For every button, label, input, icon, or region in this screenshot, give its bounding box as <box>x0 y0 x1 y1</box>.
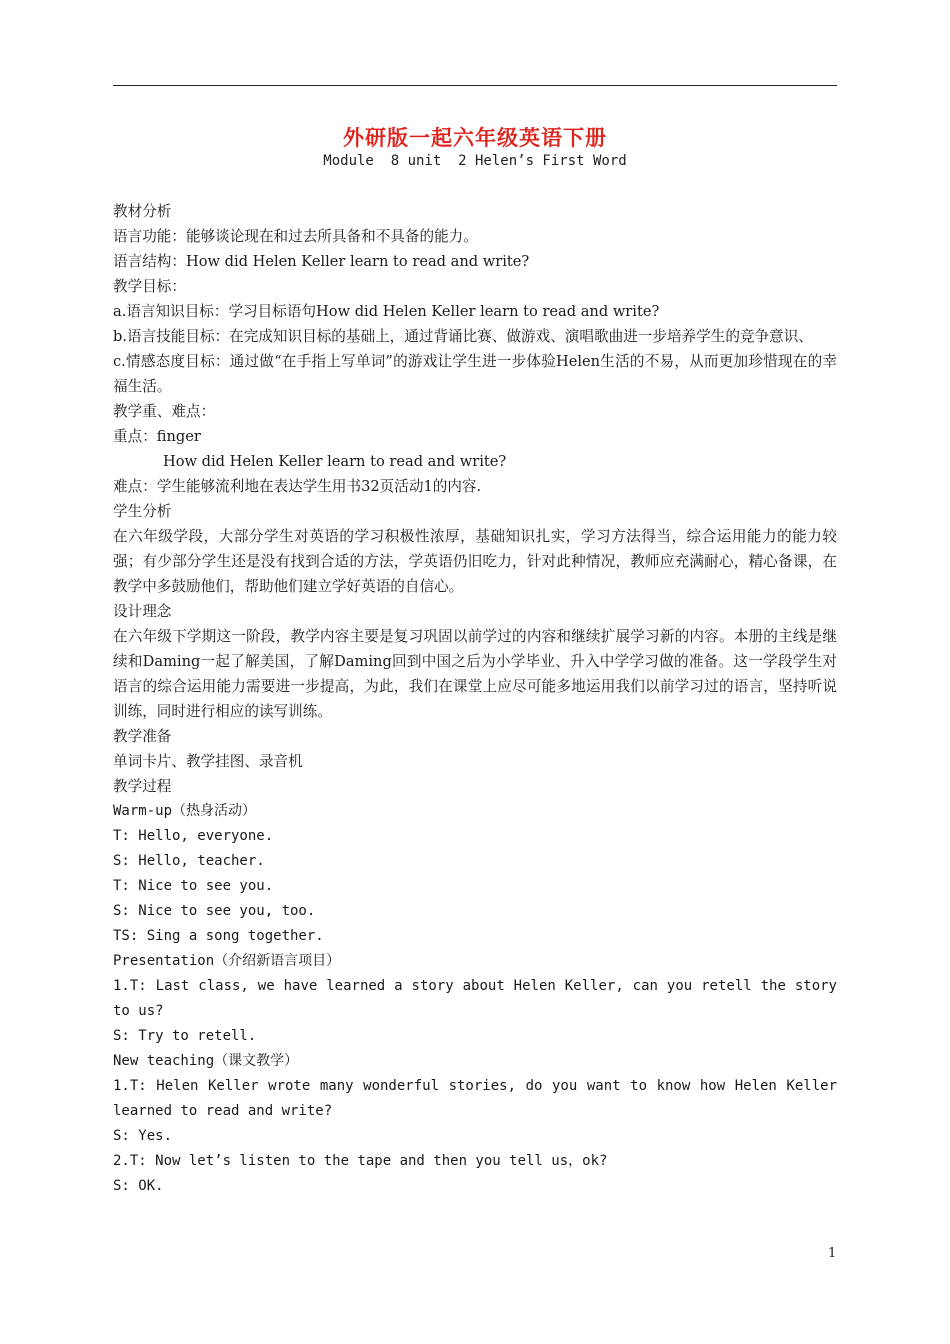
objective-c: c.情感态度目标：通过做“在手指上写单词”的游戏让学生进一步体验Helen生活的不易，从而更加珍惜现在的幸福生活。 <box>113 353 837 395</box>
objective-a: a.语言知识目标：学习目标语句How did Helen Keller learn to read and write? <box>113 303 660 320</box>
section-heading-preparation: 教学准备 <box>113 728 172 745</box>
warm-up-heading: Warm-up（热身活动） <box>113 803 257 819</box>
dialogue-line: 1.T: Last class, we have learned a story about Helen Keller, can you retell the story to us? <box>113 978 837 1019</box>
dialogue-line: 2.T: Now let’s listen to the tape and then you tell us，ok? <box>113 1153 608 1169</box>
section-heading-design: 设计理念 <box>113 603 172 620</box>
document-body <box>113 199 837 1199</box>
dialogue-line: S: Hello, teacher. <box>113 853 265 869</box>
dialogue-line: S: Nice to see you, too. <box>113 903 316 919</box>
new-teaching-heading: New teaching（课文教学） <box>113 1053 299 1069</box>
dialogue-line: 1.T: Helen Keller wrote many wonderful stories, do you want to know how Helen Keller learned to read and write? <box>113 1078 837 1119</box>
design-paragraph: 在六年级下学期这一阶段，教学内容主要是复习巩固以前学过的内容和继续扩展学习新的内容。本册的主线是继续和Daming一起了解美国，了解Daming回到中国之后为小学毕业、升入中学学习做的准备。这一学段学生对语言的综合运用能力需要进一步提高，为此，我们在课堂上应尽可能多地运用我们以前学习过的语言，坚持听说训练，同时进行相应的读写训练。 <box>113 628 837 720</box>
document-subtitle: Module 8 unit 2 Helen’s First Word <box>323 153 627 169</box>
language-structure: 语言结构：How did Helen Keller learn to read and write? <box>113 253 530 270</box>
key-point-sentence: How did Helen Keller learn to read and write? <box>163 453 507 470</box>
header-rule <box>113 85 837 86</box>
section-heading-key-points: 教学重、难点： <box>113 403 216 420</box>
page-number: 1 <box>828 1246 837 1261</box>
dialogue-line: T: Nice to see you. <box>113 878 274 894</box>
presentation-heading: Presentation（介绍新语言项目） <box>113 953 341 969</box>
dialogue-line: S: Yes. <box>113 1128 173 1144</box>
students-analysis-paragraph: 在六年级学段，大部分学生对英语的学习积极性浓厚，基础知识扎实，学习方法得当，综合运用能力的能力较强；有少部分学生还是没有找到合适的方法，学英语仍旧吃力，针对此种情况，教师应充满耐心，精心备课，在教学中多鼓励他们，帮助他们建立学好英语的自信心。 <box>113 528 837 595</box>
section-heading-students: 学生分析 <box>113 503 172 520</box>
preparation-items: 单词卡片、教学挂图、录音机 <box>113 753 303 770</box>
dialogue-line: S: OK. <box>113 1178 164 1194</box>
section-heading-materials: 教材分析 <box>113 203 172 220</box>
document-title: 外研版一起六年级英语下册 <box>343 125 607 150</box>
dialogue-line: T: Hello, everyone. <box>113 828 274 844</box>
difficult-point: 难点：学生能够流利地在表达学生用书32页活动1的内容. <box>113 478 482 495</box>
key-point: 重点：finger <box>113 428 201 445</box>
objective-b: b.语言技能目标：在完成知识目标的基础上，通过背诵比赛、做游戏、演唱歌曲进一步培养学生的竞争意识、 <box>113 328 813 345</box>
language-function: 语言功能：能够谈论现在和过去所具备和不具备的能力。 <box>113 228 478 245</box>
dialogue-line: TS: Sing a song together. <box>113 928 324 944</box>
section-heading-objectives: 教学目标： <box>113 278 186 295</box>
section-heading-process: 教学过程 <box>113 778 172 795</box>
dialogue-line: S: Try to retell. <box>113 1028 257 1044</box>
